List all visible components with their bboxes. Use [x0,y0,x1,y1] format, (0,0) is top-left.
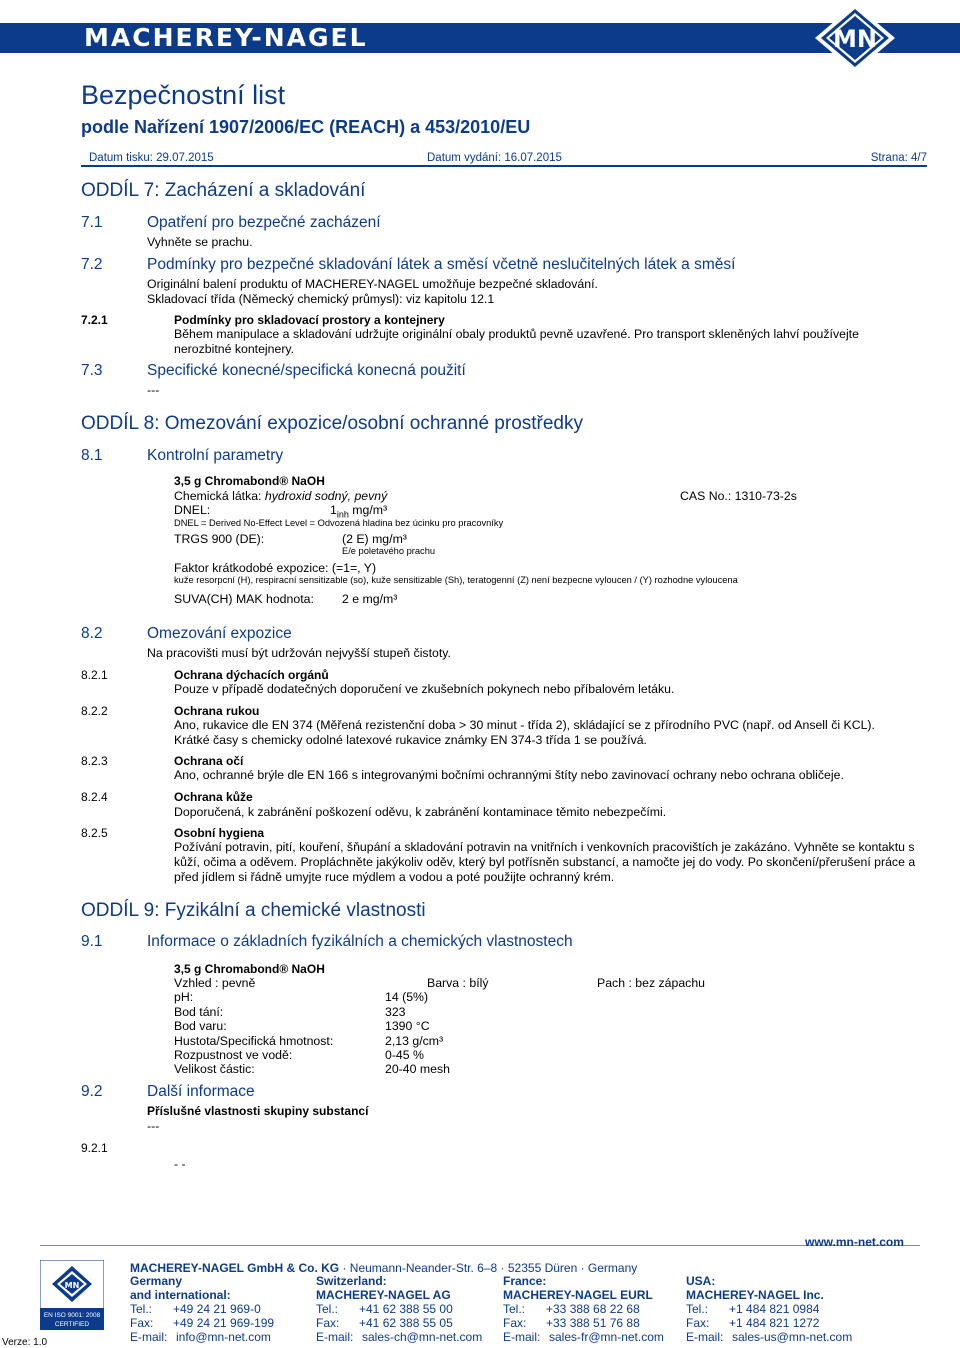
footer-tel-label: Tel.: [130,1302,153,1316]
dnel-note: DNEL = Derived No-Effect Level = Odvozená hladina bez úcinku pro pracovníky [174,518,504,528]
footer-fax: +1 484 821 1272 [729,1316,820,1330]
s82-text: Na pracovišti musí být udržován nejvyšší stupeň čistoty. [147,646,451,660]
footer-tel: +49 24 21 969-0 [173,1302,261,1316]
footer-email[interactable]: sales-fr@mn-net.com [549,1330,664,1344]
footer-tel-label: Tel.: [316,1302,339,1316]
footer-fax: +33 388 51 76 88 [546,1316,640,1330]
footer-col-head: France: [503,1274,547,1288]
s71-number: 7.1 [81,214,103,231]
s92-title: Další informace [147,1083,255,1100]
version-label: Verze: 1.0 [2,1337,48,1348]
dnel-sub: inh [336,509,349,520]
svg-text:MN: MN [64,1281,80,1290]
s91-title: Informace o základních fyzikálních a chemických vlastnostech [147,933,573,950]
vzhled: Vzhled : pevně [174,976,256,990]
s822-text-2: Krátké časy s chemicky odolné latexové rukavice známky EN 374-3 třída 1 se používá. [174,733,647,747]
s721-title: Podmínky pro skladovací prostory a kontejnery [174,313,445,327]
faktor-note: kuže resorpcní (H), respiracní sensitizable (so), kuže sensitizable (Sh), teratogenní (Z) není bezpecne vyloucen / (Y) rozhodne vyloucena [174,575,738,585]
s73-number: 7.3 [81,362,103,379]
footer-tel: +1 484 821 0984 [729,1302,820,1316]
s921-number: 9.2.1 [81,1141,108,1155]
document-title: Bezpečnostní list [81,80,286,110]
substance-name: hydroxid sodný, pevný [264,489,388,503]
prop-label: Hustota/Specifická hmotnost: [174,1034,334,1048]
mn-logo-icon [780,2,960,72]
s824-text: Doporučená, k zabránění poškození oděvu, k zabránění kontaminace těmito nebezpečími. [174,805,667,819]
substance-label: Chemická látka: [174,489,265,503]
s91-number: 9.1 [81,933,103,950]
s825-number: 8.2.5 [81,826,108,840]
suva-value: 2 e mg/m³ [342,592,398,606]
trgs-value: (2 E) mg/m³ [342,532,407,546]
document-subtitle: podle Nařízení 1907/2006/EC (REACH) a 453/2010/EU [81,117,531,137]
s823-text: Ano, ochranné brýle dle EN 166 s integrovanými bočními ochrannými štíty nebo zavinovací ochrany nebo ochrana obličeje. [174,768,844,782]
s72-title: Podmínky pro bezpečné skladování látek a směsí včetně neslučitelných látek a směsí [147,256,736,273]
dnel-unit: mg/m³ [348,503,388,517]
meta-line [81,152,927,167]
dnel-value [330,503,387,519]
print-date: Datum tisku: 29.07.2015 [89,152,214,164]
footer-fax: +41 62 388 55 05 [359,1316,453,1330]
page-number: Strana: 4/7 [870,152,927,164]
footer-email[interactable]: sales-us@mn-net.com [732,1330,853,1344]
s822-title: Ochrana rukou [174,704,260,718]
pach: Pach : bez zápachu [597,976,706,990]
brand-name: MACHEREY-NAGEL [84,23,368,52]
footer-col-head: Switzerland: [316,1274,387,1288]
issue-date: Datum vydání: 16.07.2015 [427,152,562,164]
prop-value: 2,13 g/cm³ [385,1034,444,1048]
iso-certificate-icon [40,1260,104,1330]
footer-fax-label: Fax: [316,1316,340,1330]
prop-value: 0-45 % [385,1048,424,1062]
s824-number: 8.2.4 [81,790,108,804]
s73-text: --- [147,383,160,397]
company-address: · Neumann-Neander-Str. 6–8 · 52355 Düren · Germany [339,1261,638,1275]
footer-fax-label: Fax: [130,1316,154,1330]
s921-text: - - [174,1157,186,1171]
company-name: MACHEREY-NAGEL GmbH & Co. KG [130,1261,340,1275]
s721-text: Během manipulace a skladování udržujte originální obaly produktů pevně uzavřené. Pro transport skleněných lahví používejte nerozbitné kontejnery. [174,327,859,356]
s721-number: 7.2.1 [81,313,108,327]
prop-value: 14 (5%) [385,990,429,1004]
footer-col-head2: MACHEREY-NAGEL AG [316,1288,451,1302]
prop-value: 323 [385,1005,406,1019]
svg-text:CERTIFIED: CERTIFIED [54,1321,90,1328]
s72-text-1: Originální balení produktu of MACHEREY-NAGEL umožňuje bezpečné skladování. [147,277,598,291]
s81-title: Kontrolní parametry [147,447,284,464]
prop-label: Bod tání: [174,1005,224,1019]
footer-email[interactable]: info@mn-net.com [176,1330,271,1344]
svg-text:MN: MN [833,25,877,53]
footer-email-label: E-mail: [316,1330,354,1344]
s823-number: 8.2.3 [81,754,108,768]
trgs-label: TRGS 900 (DE): [174,532,265,546]
section-7-title: ODDÍL 7: Zacházení a skladování [81,180,366,201]
footer-col-head2: and international: [130,1288,231,1302]
s92-number: 9.2 [81,1083,103,1100]
prop-label: Velikost částic: [174,1062,255,1076]
s82-number: 8.2 [81,625,103,642]
section-8-title: ODDÍL 8: Omezování expozice/osobní ochranné prostředky [81,413,583,434]
footer-col-head: USA: [686,1274,716,1288]
prop-label: pH: [174,990,194,1004]
footer-email-label: E-mail: [686,1330,724,1344]
substance-line [174,489,387,503]
footer-tel: +33 388 68 22 68 [546,1302,640,1316]
footer-col-head2: MACHEREY-NAGEL Inc. [686,1288,824,1302]
footer-tel-label: Tel.: [686,1302,709,1316]
s92-text: --- [147,1119,160,1133]
s825-title: Osobní hygiena [174,826,265,840]
s71-text: Vyhněte se prachu. [147,235,253,249]
dnel-label: DNEL: [174,503,211,517]
s822-number: 8.2.2 [81,704,108,718]
s91-product: 3,5 g Chromabond® NaOH [174,962,325,976]
footer-fax: +49 24 21 969-199 [173,1316,275,1330]
footer-fax-label: Fax: [686,1316,710,1330]
suva-label: SUVA(CH) MAK hodnota: [174,592,314,606]
section-9-title: ODDÍL 9: Fyzikální a chemické vlastnosti [81,900,426,921]
barva: Barva : bílý [427,976,489,990]
header-band [0,0,960,72]
s72-text-2: Skladovací třída (Německý chemický průmysl): viz kapitolu 12.1 [147,292,495,306]
trgs-note: E/e poletavého prachu [342,546,436,556]
svg-text:EN ISO 9001: 2008: EN ISO 9001: 2008 [43,1312,101,1319]
s82-title: Omezování expozice [147,625,292,642]
s72-number: 7.2 [81,256,103,273]
footer-email-label: E-mail: [503,1330,541,1344]
prop-label: Bod varu: [174,1019,227,1033]
s821-number: 8.2.1 [81,668,108,682]
footer-tel: +41 62 388 55 00 [359,1302,453,1316]
s73-title: Specifické konecné/specifická konecná použití [147,362,466,379]
prop-value: 20-40 mesh [385,1062,450,1076]
dnel-number: 1 [330,503,337,517]
s81-number: 8.1 [81,447,103,464]
footer-email[interactable]: sales-ch@mn-net.com [362,1330,483,1344]
s822-text-1: Ano, rukavice dle EN 374 (Měřená rezistenční doba > 30 minut - třída 2), skládající se z přírodního PVC (např. od Ansell či KCL). [174,718,875,732]
s821-text: Pouze v případě dodatečných doporučení ve zkušebních pokynech nebo příbalovém letáku. [174,682,675,696]
s825-text: Požívání potravin, pití, kouření, šňupání a skladování potravin na vnitřních i venkovních pracovištích je zakázáno. Vyhněte se kontaktu s kůží, očima a oděvem. Propláchněte jakýkoliv oděv, který byl potřísněn substancí, a namočte jej do vody. Po skončení/přerušení práce a před jídlem si řádně umyjte ruce mýdlem a vodou a poté použijte ochranný krém. [174,840,916,884]
s823-title: Ochrana očí [174,754,244,768]
s824-title: Ochrana kůže [174,790,253,804]
footer-email-label: E-mail: [130,1330,168,1344]
footer-tel-label: Tel.: [503,1302,526,1316]
cas-number: CAS No.: 1310-73-2s [680,489,797,503]
prop-label: Rozpustnost ve vodě: [174,1048,293,1062]
footer-col-head: Germany [130,1274,183,1288]
footer-col-head2: MACHEREY-NAGEL EURL [503,1288,653,1302]
footer-website[interactable]: www.mn-net.com [805,1235,904,1249]
faktor-text: Faktor krátkodobé expozice: (=1=, Y) [174,561,377,575]
footer-fax-label: Fax: [503,1316,527,1330]
s71-title: Opatření pro bezpečné zacházení [147,214,381,231]
s92-subtitle: Příslušné vlastnosti skupiny substancí [147,1104,369,1118]
s821-title: Ochrana dýchacích orgánů [174,668,329,682]
footer-divider [40,1245,920,1246]
s81-product: 3,5 g Chromabond® NaOH [174,474,325,488]
prop-value: 1390 °C [385,1019,430,1033]
